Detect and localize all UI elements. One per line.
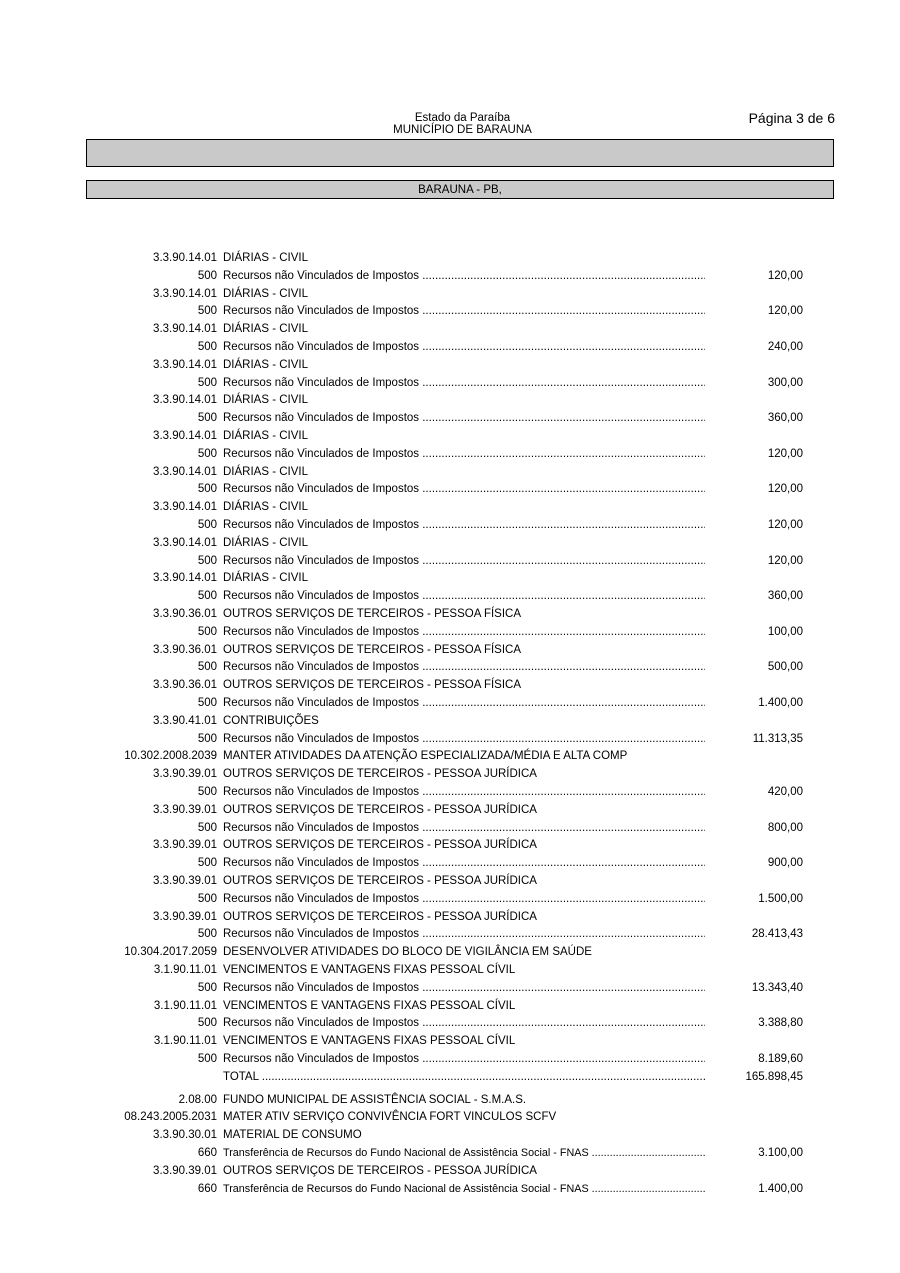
row-description: Recursos não Vinculados de Impostos .....: [223, 926, 705, 942]
row-description: OUTROS SERVIÇOS DE TERCEIROS - PESSOA JURÍDICA: [223, 768, 537, 780]
row-value: 360,00: [767, 412, 803, 424]
row-code: 500: [197, 412, 217, 424]
row-code: 500: [197, 1017, 217, 1029]
row-source: [0, 731, 900, 747]
row-total: [0, 1069, 900, 1085]
row-description: Recursos não Vinculados de Impostos .....: [223, 820, 705, 836]
row-element: [0, 1163, 900, 1179]
row-value: 165.898,45: [745, 1071, 803, 1083]
row-description: Recursos não Vinculados de Impostos .....: [223, 481, 705, 497]
row-value: 1.400,00: [758, 697, 803, 709]
row-code: 08.243.2005.2031: [124, 1111, 217, 1123]
row-source: [0, 1015, 900, 1031]
row-value: 500,00: [767, 661, 803, 673]
row-element: [0, 286, 900, 302]
row-element: [0, 713, 900, 729]
row-description: OUTROS SERVIÇOS DE TERCEIROS - PESSOA JURÍDICA: [223, 839, 537, 851]
row-value: 1.500,00: [758, 893, 803, 905]
row-description: OUTROS SERVIÇOS DE TERCEIROS - PESSOA JURÍDICA: [223, 1165, 537, 1177]
row-code: 3.1.90.11.01: [153, 964, 217, 976]
row-description: Recursos não Vinculados de Impostos .....: [223, 1015, 705, 1031]
row-code: 500: [197, 555, 217, 567]
row-code: 500: [197, 661, 217, 673]
row-description: VENCIMENTOS E VANTAGENS FIXAS PESSOAL CÍVIL: [223, 964, 516, 976]
row-value: 300,00: [767, 377, 803, 389]
row-element: [0, 766, 900, 782]
row-code: 3.3.90.30.01: [153, 1129, 217, 1141]
row-element: [0, 802, 900, 818]
row-element: [0, 392, 900, 408]
row-code: 3.3.90.14.01: [153, 394, 217, 406]
row-element: [0, 570, 900, 586]
row-description: Recursos não Vinculados de Impostos .....: [223, 855, 705, 871]
row-source: [0, 481, 900, 497]
row-value: 1.400,00: [758, 1183, 803, 1195]
row-code: 500: [197, 697, 217, 709]
row-source: [0, 784, 900, 800]
row-description: MATERIAL DE CONSUMO: [223, 1129, 362, 1141]
row-source: [0, 820, 900, 836]
header-municipality: MUNICÍPIO DE BARAUNA: [393, 124, 532, 136]
row-source: [0, 1051, 900, 1067]
row-description: DIÁRIAS - CIVIL: [223, 466, 308, 478]
row-code: 500: [197, 270, 217, 282]
row-code: 3.3.90.36.01: [153, 679, 217, 691]
row-value: 3.100,00: [758, 1147, 803, 1159]
row-description: OUTROS SERVIÇOS DE TERCEIROS - PESSOA JURÍDICA: [223, 911, 537, 923]
row-description: Recursos não Vinculados de Impostos .....: [223, 1051, 705, 1067]
row-code: 3.3.90.41.01: [153, 715, 217, 727]
row-description: Recursos não Vinculados de Impostos .....: [223, 659, 705, 675]
row-value: 420,00: [767, 786, 803, 798]
row-code: 3.3.90.36.01: [153, 608, 217, 620]
row-code: 500: [197, 305, 217, 317]
row-code: 500: [197, 483, 217, 495]
row-description: DIÁRIAS - CIVIL: [223, 252, 308, 264]
row-code: 3.3.90.14.01: [153, 288, 217, 300]
row-element: [0, 357, 900, 373]
row-code: 3.3.90.39.01: [153, 804, 217, 816]
row-description: DIÁRIAS - CIVIL: [223, 288, 308, 300]
row-description: DIÁRIAS - CIVIL: [223, 572, 308, 584]
row-source: [0, 695, 900, 711]
row-code: 660: [197, 1147, 217, 1159]
row-action: [0, 748, 900, 764]
row-source: [0, 624, 900, 640]
row-element: [0, 499, 900, 515]
row-code: 500: [197, 786, 217, 798]
row-code: 10.304.2017.2059: [124, 946, 217, 958]
row-description: Recursos não Vinculados de Impostos .....: [223, 446, 705, 462]
row-code: 3.3.90.39.01: [153, 875, 217, 887]
row-value: 11.313,35: [752, 733, 803, 745]
header-state: Estado da Paraíba: [414, 112, 511, 124]
row-value: 120,00: [767, 448, 803, 460]
row-element: [0, 962, 900, 978]
row-description: OUTROS SERVIÇOS DE TERCEIROS - PESSOA FÍSICA: [223, 679, 522, 691]
row-code: 3.3.90.14.01: [153, 252, 217, 264]
row-element: [0, 428, 900, 444]
row-value: 360,00: [767, 590, 803, 602]
row-element: [0, 873, 900, 889]
row-code: 3.3.90.39.01: [153, 911, 217, 923]
row-element: [0, 464, 900, 480]
row-code: 500: [197, 893, 217, 905]
row-source: [0, 926, 900, 942]
row-description: Transferência de Recursos do Fundo Nacional de Assistência Social - FNAS .....: [223, 1145, 705, 1161]
row-description: Recursos não Vinculados de Impostos .....: [223, 410, 705, 426]
row-code: 500: [197, 1053, 217, 1065]
row-source: [0, 339, 900, 355]
row-source: [0, 268, 900, 284]
row-description: TOTAL .....: [223, 1069, 705, 1085]
row-code: 3.3.90.14.01: [153, 359, 217, 371]
row-value: 120,00: [767, 519, 803, 531]
row-description: VENCIMENTOS E VANTAGENS FIXAS PESSOAL CÍVIL: [223, 1000, 516, 1012]
row-code: 500: [197, 341, 217, 353]
row-description: Recursos não Vinculados de Impostos .....: [223, 268, 705, 284]
row-description: DIÁRIAS - CIVIL: [223, 537, 308, 549]
row-value: 120,00: [767, 555, 803, 567]
row-description: DIÁRIAS - CIVIL: [223, 501, 308, 513]
row-element: [0, 1033, 900, 1049]
row-code: 500: [197, 982, 217, 994]
row-element: [0, 677, 900, 693]
row-description: CONTRIBUIÇÕES: [223, 715, 319, 727]
row-element: [0, 250, 900, 266]
row-description: Recursos não Vinculados de Impostos .....: [223, 303, 705, 319]
row-value: 8.189,60: [758, 1053, 803, 1065]
row-value: 100,00: [767, 626, 803, 638]
row-source: [0, 517, 900, 533]
row-description: Recursos não Vinculados de Impostos .....: [223, 731, 705, 747]
row-source: [0, 588, 900, 604]
row-code: 3.3.90.14.01: [153, 572, 217, 584]
row-description: DIÁRIAS - CIVIL: [223, 359, 308, 371]
row-code: 10.302.2008.2039: [124, 750, 217, 762]
row-code: 3.3.90.14.01: [153, 466, 217, 478]
row-source: [0, 980, 900, 996]
row-code: 3.3.90.14.01: [153, 323, 217, 335]
row-code: 500: [197, 822, 217, 834]
row-description: Recursos não Vinculados de Impostos .....: [223, 980, 705, 996]
row-unit: [0, 1092, 900, 1108]
row-description: OUTROS SERVIÇOS DE TERCEIROS - PESSOA FÍSICA: [223, 608, 522, 620]
row-description: Recursos não Vinculados de Impostos .....: [223, 624, 705, 640]
row-description: Recursos não Vinculados de Impostos .....: [223, 517, 705, 533]
row-element: [0, 535, 900, 551]
row-code: 3.1.90.11.01: [153, 1035, 217, 1047]
row-value: 800,00: [767, 822, 803, 834]
row-description: FUNDO MUNICIPAL DE ASSISTÊNCIA SOCIAL - S.M.A.S.: [223, 1094, 527, 1106]
row-code: 3.3.90.39.01: [153, 839, 217, 851]
row-code: 500: [197, 857, 217, 869]
row-description: Recursos não Vinculados de Impostos .....: [223, 588, 705, 604]
row-action: [0, 1109, 900, 1125]
row-code: 3.3.90.14.01: [153, 501, 217, 513]
row-element: [0, 606, 900, 622]
row-description: DIÁRIAS - CIVIL: [223, 430, 308, 442]
row-element: [0, 837, 900, 853]
row-code: 500: [197, 928, 217, 940]
row-description: Recursos não Vinculados de Impostos .....: [223, 553, 705, 569]
row-value: 240,00: [767, 341, 803, 353]
row-description: OUTROS SERVIÇOS DE TERCEIROS - PESSOA JURÍDICA: [223, 804, 537, 816]
row-description: OUTROS SERVIÇOS DE TERCEIROS - PESSOA FÍSICA: [223, 644, 522, 656]
row-source: [0, 1145, 900, 1161]
page-number: Página 3 de 6: [748, 110, 835, 126]
row-source: [0, 375, 900, 391]
row-description: DESENVOLVER ATIVIDADES DO BLOCO DE VIGILÂNCIA EM SAÚDE: [223, 946, 592, 958]
row-code: 3.3.90.14.01: [153, 430, 217, 442]
row-code: 2.08.00: [178, 1094, 217, 1106]
row-source: [0, 659, 900, 675]
row-description: OUTROS SERVIÇOS DE TERCEIROS - PESSOA JURÍDICA: [223, 875, 537, 887]
row-element: [0, 642, 900, 658]
row-description: Recursos não Vinculados de Impostos .....: [223, 784, 705, 800]
location-bar: BARAUNA - PB,: [86, 180, 834, 199]
row-value: 28.413,43: [751, 928, 803, 940]
row-source: [0, 1181, 900, 1197]
row-value: 120,00: [767, 270, 803, 282]
row-value: 120,00: [767, 305, 803, 317]
row-value: 900,00: [767, 857, 803, 869]
row-description: Recursos não Vinculados de Impostos .....: [223, 695, 705, 711]
row-value: 120,00: [767, 483, 803, 495]
row-description: MATER ATIV SERVIÇO CONVIVÊNCIA FORT VINCULOS SCFV: [223, 1111, 557, 1123]
row-element: [0, 998, 900, 1014]
row-code: 3.3.90.14.01: [153, 537, 217, 549]
row-code: 3.3.90.36.01: [153, 644, 217, 656]
row-element: [0, 1127, 900, 1143]
row-element: [0, 909, 900, 925]
row-code: 500: [197, 626, 217, 638]
row-source: [0, 891, 900, 907]
header-grey-bar: [86, 139, 834, 167]
row-code: 3.1.90.11.01: [153, 1000, 217, 1012]
row-source: [0, 410, 900, 426]
row-description: Recursos não Vinculados de Impostos .....: [223, 375, 705, 391]
row-action: [0, 944, 900, 960]
row-code: 500: [197, 733, 217, 745]
row-description: DIÁRIAS - CIVIL: [223, 394, 308, 406]
row-code: 660: [197, 1183, 217, 1195]
row-description: Transferência de Recursos do Fundo Nacional de Assistência Social - FNAS .....: [223, 1181, 705, 1197]
row-code: 3.3.90.39.01: [153, 768, 217, 780]
row-code: 3.3.90.39.01: [153, 1165, 217, 1177]
row-source: [0, 446, 900, 462]
row-description: Recursos não Vinculados de Impostos .....: [223, 339, 705, 355]
row-source: [0, 855, 900, 871]
row-value: 13.343,40: [751, 982, 803, 994]
row-value: 3.388,80: [758, 1017, 803, 1029]
row-source: [0, 553, 900, 569]
row-description: MANTER ATIVIDADES DA ATENÇÃO ESPECIALIZADA/MÉDIA E ALTA COMP: [223, 750, 628, 762]
row-description: Recursos não Vinculados de Impostos .....: [223, 891, 705, 907]
row-code: 500: [197, 590, 217, 602]
row-code: 500: [197, 448, 217, 460]
row-source: [0, 303, 900, 319]
row-description: VENCIMENTOS E VANTAGENS FIXAS PESSOAL CÍVIL: [223, 1035, 516, 1047]
row-code: 500: [197, 377, 217, 389]
row-element: [0, 321, 900, 337]
row-description: DIÁRIAS - CIVIL: [223, 323, 308, 335]
row-code: 500: [197, 519, 217, 531]
